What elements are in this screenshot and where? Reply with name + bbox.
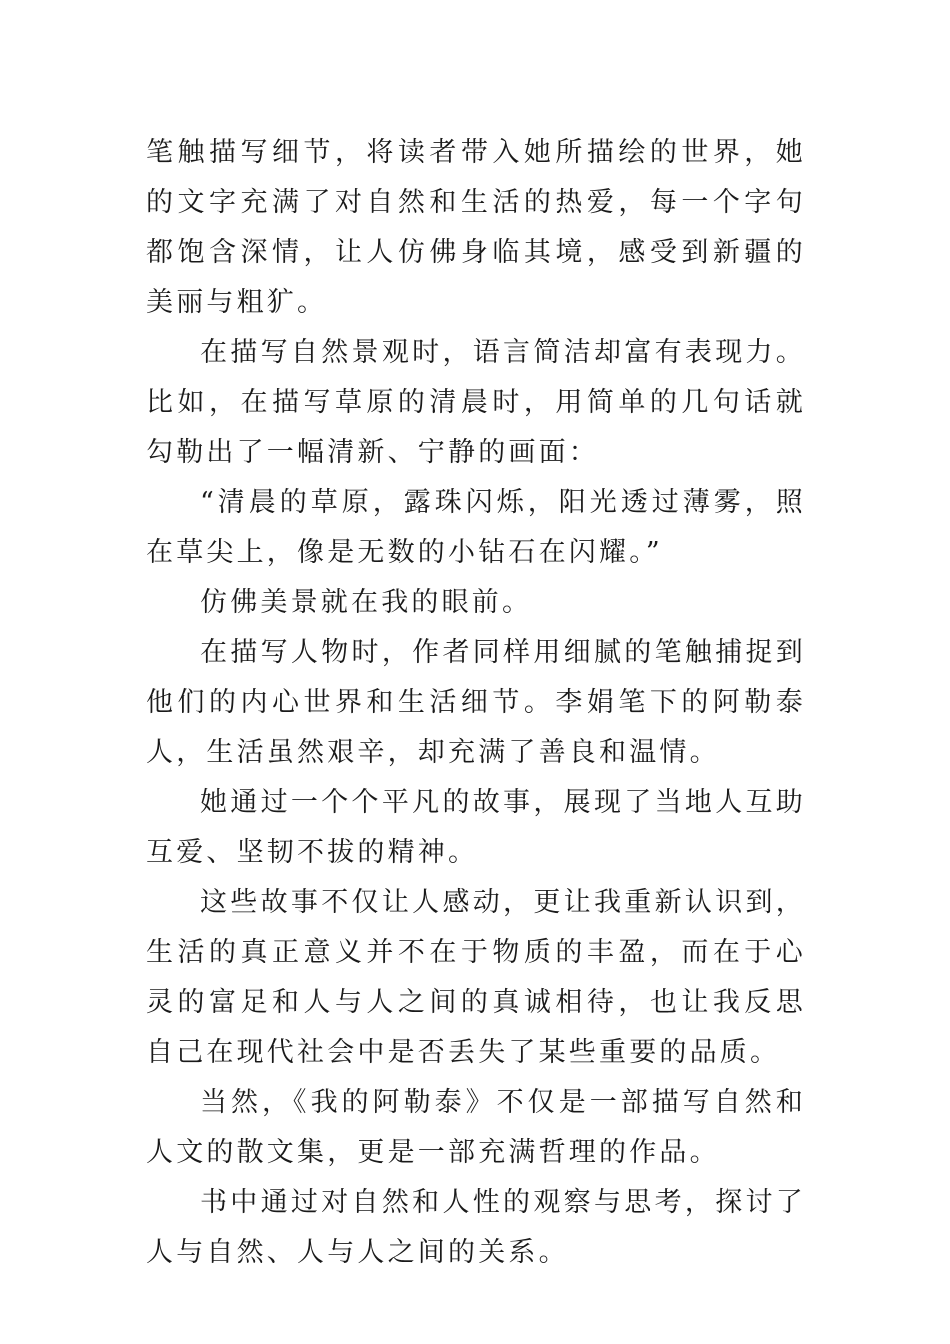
paragraph-6: 她通过一个个平凡的故事，展现了当地人互助互爱、坚韧不拔的精神。 bbox=[146, 787, 806, 868]
paragraph-9: 书中通过对自然和人性的观察与思考，探讨了人与自然、人与人之间的关系。 bbox=[146, 1187, 806, 1268]
paragraph-2: 在描写自然景观时，语言简洁却富有表现力。比如，在描写草原的清晨时，用简单的几句话就勾勒出了一幅清新、宁静的画面： bbox=[146, 337, 806, 468]
paragraph-8: 当然，《我的阿勒泰》不仅是一部描写自然和人文的散文集，更是一部充满哲理的作品。 bbox=[146, 1087, 806, 1168]
paragraph-4: 仿佛美景就在我的眼前。 bbox=[200, 587, 533, 618]
paragraph-quote: “清晨的草原，露珠闪烁，阳光透过薄雾，照在草尖上，像是无数的小钻石在闪耀。” bbox=[146, 487, 806, 568]
paragraph-5: 在描写人物时，作者同样用细腻的笔触捕捉到他们的内心世界和生活细节。李娟笔下的阿勒泰人，生活虽然艰辛，却充满了善良和温情。 bbox=[146, 637, 806, 768]
paragraph-1: 笔触描写细节，将读者带入她所描绘的世界，她的文字充满了对自然和生活的热爱，每一个字句都饱含深情，让人仿佛身临其境，感受到新疆的美丽与粗犷。 bbox=[146, 137, 806, 318]
body-text bbox=[146, 128, 806, 1278]
paragraph-7: 这些故事不仅让人感动，更让我重新认识到，生活的真正意义并不在于物质的丰盈，而在于心灵的富足和人与人之间的真诚相待，也让我反思自己在现代社会中是否丢失了某些重要的品质。 bbox=[146, 887, 806, 1068]
